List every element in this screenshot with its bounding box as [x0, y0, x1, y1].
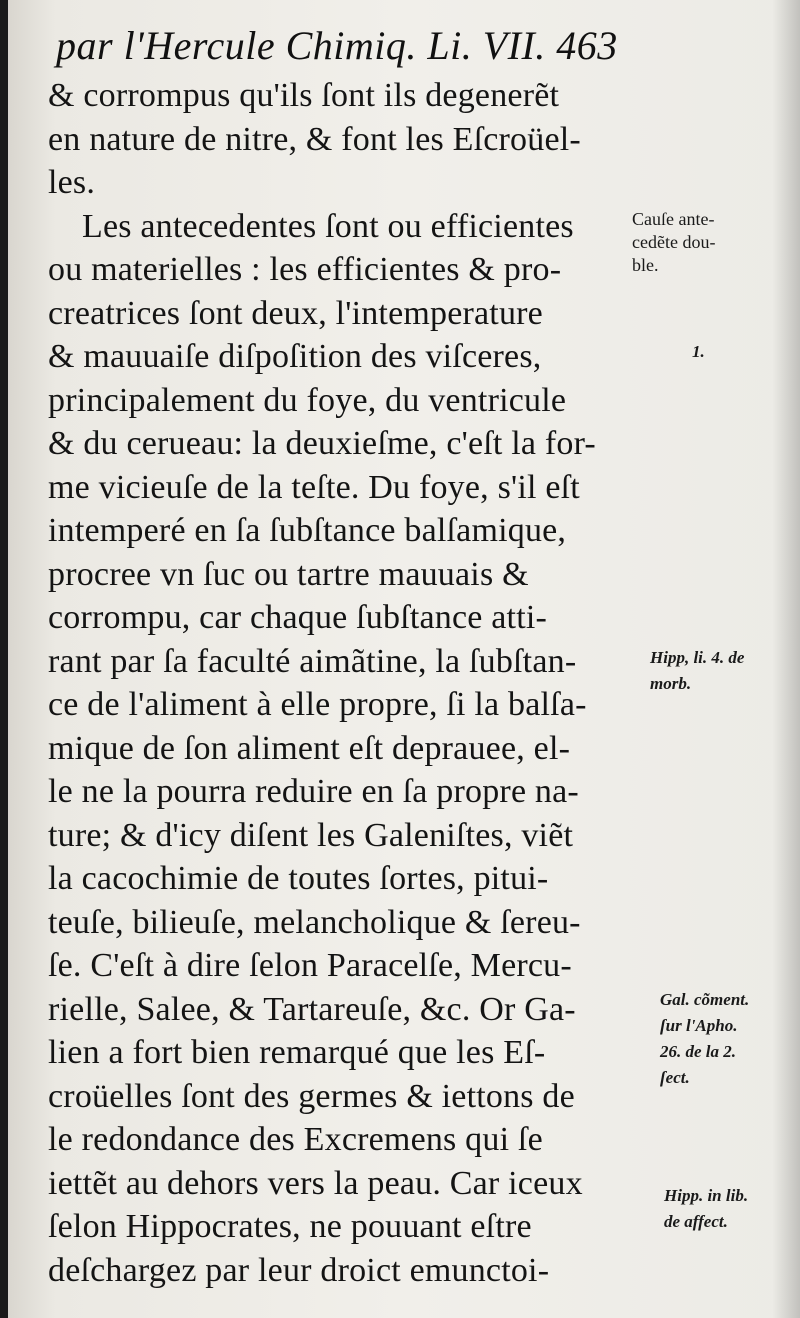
text-line: ou materielles : les efficientes & pro- [48, 251, 562, 288]
margin-note-hipp-affect: de affect. [664, 1212, 728, 1231]
text-line: les. [48, 164, 96, 201]
text-line: procree vn ſuc ou tartre mauuais & [48, 555, 529, 593]
margin-note-hipp: Hipp, li. 4. de [650, 648, 745, 667]
text-line: Les antecedentes ſont ou efficientes [82, 207, 574, 245]
text-line: principalement du foye, du ventricule [48, 381, 567, 419]
margin-note-galien: Gal. cõment. [660, 990, 750, 1009]
margin-note-number: 1. [692, 342, 705, 361]
text-line: rielle, Salee, & Tartareuſe, &c. Or Ga- [48, 990, 576, 1028]
text-line: ſe. C'eſt à dire ſelon Paracelſe, Mercu- [48, 947, 572, 984]
margin-note-galien: ſur l'Apho. [660, 1016, 738, 1035]
text-line: & du cerueau: la deuxieſme, c'eſt la for- [48, 425, 596, 462]
text-line: ſelon Hippocrates, ne pouuant eſtre [48, 1208, 532, 1245]
margin-note-cause: ble. [632, 255, 659, 275]
text-line: teuſe, bilieuſe, melancholique & ſereu- [48, 903, 581, 941]
text-line: mique de ſon aliment eſt deprauee, el- [48, 729, 571, 767]
text-line: deſchargez par leur droict emunctoi- [48, 1251, 550, 1289]
text-line: & mauuaiſe diſpoſition des viſceres, [48, 338, 542, 375]
margin-note-hipp-affect: Hipp. in lib. [664, 1186, 749, 1205]
text-line: rant par ſa faculté aimãtine, la ſubſtan- [48, 642, 577, 680]
margin-note-galien: ſect. [660, 1068, 690, 1087]
book-page [8, 0, 800, 1318]
text-line: iettẽt au dehors vers la peau. Car iceux [48, 1164, 583, 1202]
text-line: la cacochimie de toutes ſortes, pitui- [48, 860, 549, 897]
margin-note-cause: Cauſe ante- [632, 209, 715, 229]
text-line: lien a fort bien remarqué que les Eſ- [48, 1034, 546, 1071]
main-text [48, 74, 648, 1292]
text-line: corrompu, car chaque ſubſtance atti- [48, 599, 548, 636]
text-line: ture; & d'icy diſent les Galeniſtes, viẽt [48, 816, 574, 854]
text-line: le ne la pourra reduire en ſa propre na- [48, 773, 579, 810]
text-line: en nature de nitre, & font les Eſcroüel- [48, 120, 581, 158]
margin-note-galien: 26. de la 2. [660, 1042, 737, 1061]
text-line: ce de l'aliment à elle propre, ſi la balſa- [48, 686, 587, 723]
text-line: creatrices ſont deux, l'intemperature [48, 294, 543, 332]
text-line: croüelles ſont des germes & iettons de [48, 1077, 575, 1115]
text-line: le redondance des Excremens qui ſe [48, 1121, 543, 1158]
margin-note-hipp: morb. [650, 674, 692, 693]
text-line: & corrompus qu'ils ſont ils degenerẽt [48, 77, 560, 114]
running-header: par l'Hercule Chimiq. Li. VII. 463 [56, 23, 618, 68]
margin-note-cause: cedẽte dou- [632, 232, 716, 252]
text-line: me vicieuſe de la teſte. Du foye, s'il eſt [48, 468, 580, 506]
text-line: intemperé en ſa ſubſtance balſamique, [48, 512, 567, 549]
